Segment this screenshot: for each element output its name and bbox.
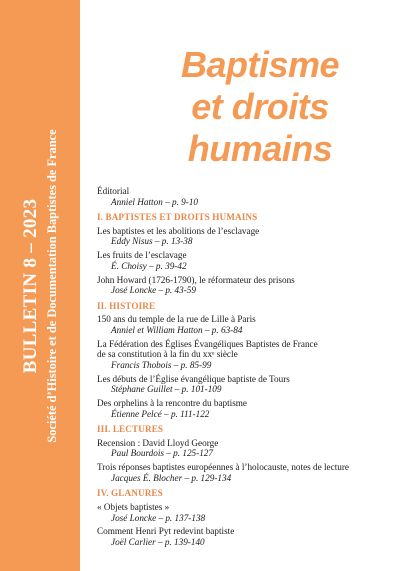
toc-section-heading: II. HISTOIRE bbox=[97, 300, 156, 311]
table-of-contents bbox=[97, 186, 397, 551]
toc-entry-editorial bbox=[97, 186, 397, 207]
toc-entry-author: José Loncke – p. 137-138 bbox=[111, 512, 206, 523]
toc-entry-title: Comment Henri Pyt redevint baptiste bbox=[97, 526, 235, 537]
toc-entry-title: John Howard (1726-1790), le réformateur des prisons bbox=[97, 274, 295, 285]
toc-entry-title: Recension : David Lloyd George bbox=[97, 437, 219, 448]
toc-entry bbox=[97, 314, 397, 335]
toc-entry-title: La Fédération des Églises Évangéliques Baptistes de France bbox=[97, 338, 318, 349]
toc-entry-author: Francis Thobois – p. 85-99 bbox=[111, 359, 212, 370]
cover-title-line-2: et droits humains bbox=[187, 86, 333, 169]
bulletin-number: BULLETIN 8 – 2023 bbox=[20, 198, 41, 374]
toc-entry-title-continued: de sa constitution à la fin du xxᵉ siècle bbox=[97, 349, 238, 360]
toc-entry bbox=[97, 374, 397, 395]
toc-entry-author: Étienne Pelcé – p. 111-122 bbox=[111, 408, 210, 419]
toc-entry bbox=[97, 275, 397, 296]
toc-entry bbox=[97, 438, 397, 459]
toc-entry-author: Anniel et William Hatton – p. 63-84 bbox=[111, 324, 243, 335]
toc-entry-title: 150 ans du temple de la rue de Lille à Paris bbox=[97, 314, 256, 325]
spine-band bbox=[0, 0, 80, 571]
toc-entry-title: Les baptistes et les abolitions de l’esclavage bbox=[97, 225, 260, 236]
cover-title bbox=[120, 44, 400, 170]
toc-entry bbox=[97, 398, 397, 419]
toc-entry-title: Des orphelins à la rencontre du baptisme bbox=[97, 398, 248, 409]
toc-entry-author: Jacques É. Blocher – p. 129-134 bbox=[111, 472, 232, 483]
toc-section-heading: IV. GLANURES bbox=[97, 488, 163, 499]
toc-entry-author: Eddy Nisus – p. 13-38 bbox=[111, 236, 193, 247]
toc-entry-author: Anniel Hatton – p. 9-10 bbox=[111, 196, 199, 207]
toc-entry-author: Stéphane Guillet – p. 101-109 bbox=[111, 384, 222, 395]
toc-entry-title: Les débuts de l’Église évangélique baptiste de Tours bbox=[97, 373, 290, 384]
toc-entry-author: Paul Bourdois – p. 125-127 bbox=[111, 448, 213, 459]
toc-entry-title: Trois réponses baptistes européennes à l’holocauste, notes de lecture bbox=[97, 462, 349, 473]
toc-entry bbox=[97, 226, 397, 247]
toc-entry bbox=[97, 339, 397, 371]
toc-section-heading: I. BAPTISTES ET DROITS HUMAINS bbox=[97, 212, 258, 223]
toc-section-heading: III. LECTURES bbox=[97, 424, 164, 435]
spine-text bbox=[8, 26, 72, 546]
toc-entry-title: Les fruits de l’esclavage bbox=[97, 250, 187, 261]
toc-entry-author: José Loncke – p. 43-59 bbox=[111, 285, 196, 296]
toc-entry bbox=[97, 462, 397, 483]
toc-entry bbox=[97, 502, 397, 523]
toc-entry-author: É. Choisy – p. 39-42 bbox=[111, 260, 187, 271]
toc-entry-title: « Objets baptistes » bbox=[97, 501, 170, 512]
toc-entry-author: Joël Carlier – p. 139-140 bbox=[111, 536, 205, 547]
society-name: Société d’Histoire et de Documentation Baptistes de France bbox=[45, 129, 59, 443]
toc-entry bbox=[97, 250, 397, 271]
toc-entry bbox=[97, 526, 397, 547]
cover-title-line-1: Baptisme bbox=[180, 44, 340, 85]
toc-entry-title: Éditorial bbox=[97, 186, 130, 196]
